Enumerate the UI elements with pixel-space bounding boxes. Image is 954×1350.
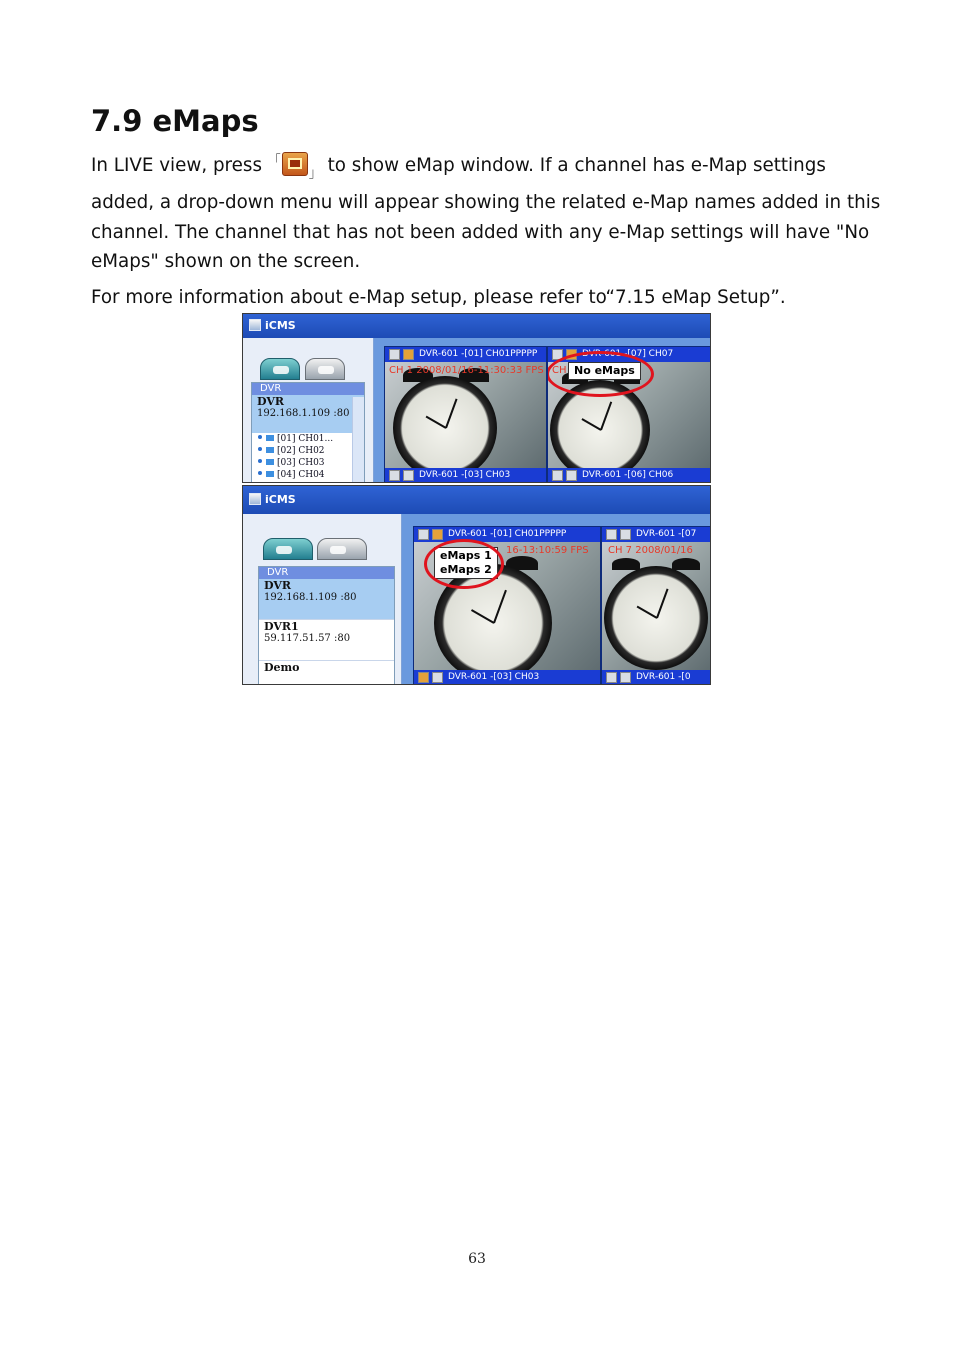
emap-icon[interactable] [620, 672, 631, 683]
dvr-panel [243, 338, 374, 482]
dvr-item[interactable] [259, 619, 394, 660]
camera-icon [266, 435, 274, 441]
list-scrollbar[interactable] [352, 397, 364, 483]
emaps-dropdown-item[interactable]: eMaps 2 [440, 563, 492, 576]
dvr-name: DVR1 [264, 620, 299, 633]
video-titlebar: DVR-601 -[01] CH01PPPPP [414, 527, 600, 542]
video-osd-timestamp: 16-13:10:59 FPS [506, 545, 589, 556]
intro-paragraph [91, 147, 881, 277]
workarea [243, 338, 710, 482]
video-osd-timestamp: CH [552, 365, 567, 376]
dvr-ip: 59.117.51.57 :80 [264, 633, 351, 644]
mute-icon[interactable] [389, 349, 400, 360]
alarm-clock [393, 376, 497, 480]
video-titlebar-bottom: DVR-601 -[03] CH03 [385, 468, 546, 483]
camera-scene [385, 362, 546, 468]
camera-icon [266, 447, 274, 453]
video-channel-left[interactable] [413, 526, 601, 685]
bullet-icon [258, 459, 262, 463]
channel-item[interactable]: [01] CH01... [252, 433, 364, 445]
emap-icon[interactable] [432, 672, 443, 683]
window-title: iCMS [265, 319, 296, 332]
video-titlebar: DVR-601 -[01] CH01PPPPP [385, 347, 546, 362]
tab-live-view[interactable] [263, 538, 313, 560]
highlight-circle [547, 351, 654, 397]
video-osd-timestamp: CH 7 2008/01/16 [608, 545, 693, 556]
video-titlebar: DVR-601 -[07] CH07 [548, 347, 711, 362]
tab-playback[interactable] [305, 358, 345, 380]
mute-icon[interactable] [606, 672, 617, 683]
dvr-name: DVR [264, 579, 292, 592]
emap-icon[interactable] [403, 349, 414, 360]
camera-scene [602, 542, 711, 670]
alarm-clock [604, 566, 708, 670]
video-titlebar-bottom: DVR-601 -[0 [602, 670, 711, 685]
video-titlebar: DVR-601 -[07 [602, 527, 711, 542]
app-icon [249, 493, 261, 505]
channel-item[interactable]: [02] CH02 [252, 445, 364, 457]
mute-icon[interactable] [552, 470, 563, 481]
dvr-ip: 192.168.1.109 :80 [264, 592, 357, 603]
dvr-list [251, 382, 365, 483]
camera-icon [266, 459, 274, 465]
emap-icon [282, 152, 308, 176]
screenshot-emaps-menu [242, 485, 711, 685]
open-bracket: 「 [267, 154, 281, 169]
dvr-item[interactable] [259, 660, 394, 675]
intro-text-rest: to show eMap window. If a channel has e-Map settings added, a drop-down menu will appear showing the related e-Map names added in this channel. The channel that has not been added with any e-Map settings will have "No eMaps" shown on the screen. [91, 155, 881, 273]
tab-live-view[interactable] [260, 358, 300, 380]
clock-bell [612, 558, 640, 570]
mute-icon[interactable] [389, 470, 400, 481]
channel-item[interactable]: [03] CH03 [252, 457, 364, 469]
workarea [243, 514, 710, 684]
dvr-panel [243, 514, 402, 684]
section-heading: 7.9 eMaps [91, 104, 259, 138]
emap-icon[interactable] [432, 529, 443, 540]
dvr-ip: 192.168.1.109 :80 [257, 408, 350, 419]
alarm-icon[interactable] [418, 672, 429, 683]
app-icon [249, 319, 261, 331]
video-osd-timestamp: CH 1 2008/01/16-11:30:33 FPS [389, 365, 544, 376]
camera-icon [266, 471, 274, 477]
tab-playback[interactable] [317, 538, 367, 560]
page-number: 63 [468, 1251, 486, 1267]
dvr-name: Demo [264, 661, 300, 674]
highlight-circle [424, 539, 504, 589]
video-titlebar-bottom: DVR-601 -[06] CH06 [548, 468, 711, 483]
dvr-list-header: DVR [259, 567, 394, 579]
emap-icon[interactable] [566, 470, 577, 481]
bullet-icon [258, 447, 262, 451]
mute-icon[interactable] [418, 529, 429, 540]
channel-item[interactable]: [04] CH04 [252, 469, 364, 481]
video-channel-right[interactable] [547, 346, 711, 483]
emap-icon[interactable] [403, 470, 414, 481]
mute-icon[interactable] [606, 529, 617, 540]
screenshot-no-emaps [242, 313, 711, 483]
no-emaps-popup: No eMaps [568, 362, 641, 380]
clock-bell [672, 558, 700, 570]
intro-text-start: In LIVE view, press [91, 155, 262, 176]
dvr-list [258, 566, 395, 685]
window-title: iCMS [265, 493, 296, 506]
dvr-item[interactable] [252, 395, 364, 433]
dvr-item[interactable] [259, 579, 394, 619]
reference-paragraph: For more information about e-Map setup, please refer to“7.15 eMap Setup”. [91, 287, 786, 308]
video-channel-right[interactable] [601, 526, 711, 685]
window-titlebar [243, 486, 710, 514]
window-titlebar [243, 314, 710, 338]
dvr-list-header: DVR [252, 383, 364, 395]
close-bracket: 」 [308, 166, 322, 181]
video-titlebar-bottom: DVR-601 -[03] CH03 [414, 670, 600, 685]
emap-icon[interactable] [620, 529, 631, 540]
bullet-icon [258, 471, 262, 475]
dvr-name: DVR [257, 395, 285, 408]
bullet-icon [258, 435, 262, 439]
video-channel-left[interactable] [384, 346, 547, 483]
emaps-dropdown-item[interactable]: eMaps 1 [440, 549, 492, 562]
